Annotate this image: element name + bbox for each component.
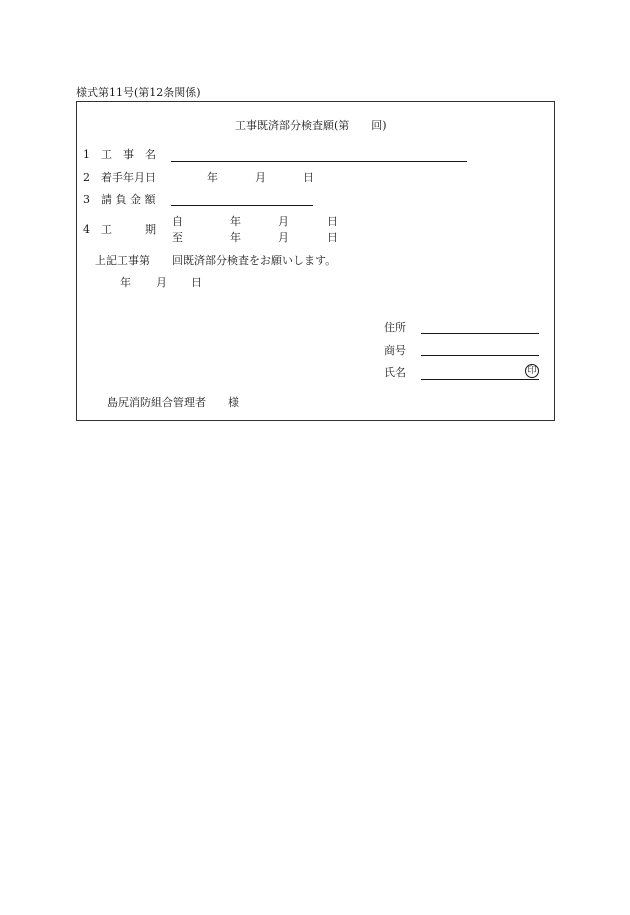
start-year-label: 年 <box>207 171 218 184</box>
request-text: 上記工事第 回既済部分検査をお願いします。 <box>95 254 337 267</box>
company-field[interactable] <box>421 355 539 356</box>
address-label: 住所 <box>384 321 406 334</box>
addressee: 島尻消防組合管理者 様 <box>107 396 239 409</box>
item-3-label: 請 負 金 額 <box>101 193 156 206</box>
period-to-year: 年 <box>230 231 241 244</box>
start-day-label: 日 <box>303 171 314 184</box>
period-to-month: 月 <box>278 231 289 244</box>
company-label: 商号 <box>384 344 406 357</box>
name-label: 氏名 <box>384 366 406 379</box>
form-number: 様式第11号(第12条関係) <box>76 86 201 99</box>
inspection-request-form <box>76 101 555 421</box>
item-3-number: 3 <box>83 193 90 206</box>
period-from-month: 月 <box>278 215 289 228</box>
item-4-number: 4 <box>83 223 90 236</box>
start-month-label: 月 <box>255 171 266 184</box>
item-2-number: 2 <box>83 171 90 184</box>
item-1-number: 1 <box>83 148 90 161</box>
period-from-prefix: 自 <box>172 215 183 228</box>
date-year-label: 年 <box>120 276 131 289</box>
item-4-label: 工 期 <box>101 223 156 236</box>
period-to-day: 日 <box>327 231 338 244</box>
seal-mark: 印 <box>525 364 539 378</box>
item-2-label: 着手年月日 <box>101 171 156 184</box>
period-from-day: 日 <box>327 215 338 228</box>
form-title: 工事既済部分検査願(第 回) <box>235 119 387 132</box>
period-from-year: 年 <box>230 215 241 228</box>
construction-name-field[interactable] <box>171 161 467 162</box>
contract-amount-field[interactable] <box>171 205 313 206</box>
date-day-label: 日 <box>191 276 202 289</box>
period-to-prefix: 至 <box>172 231 183 244</box>
address-field[interactable] <box>421 333 539 334</box>
name-field[interactable] <box>421 379 539 380</box>
date-month-label: 月 <box>156 276 167 289</box>
item-1-label: 工 事 名 <box>101 148 156 161</box>
